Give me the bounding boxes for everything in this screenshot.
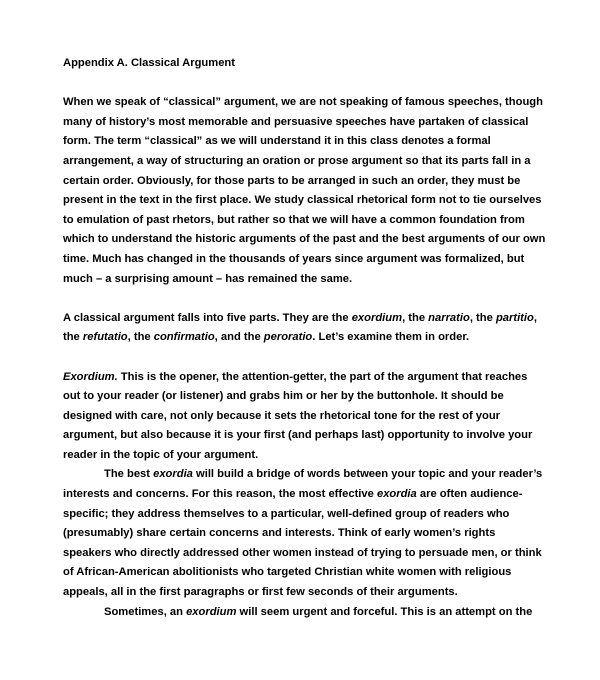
text-run: A classical argument falls into five parts. They are the	[63, 311, 352, 324]
text-line	[63, 387, 583, 407]
text-run: Sometimes, an	[104, 605, 187, 618]
text-run: ,	[533, 311, 537, 324]
text-run: much – a surprising amount – has remained the same.	[63, 272, 353, 285]
text-run: appeals, all in the first paragraphs or first few seconds of their arguments.	[63, 586, 458, 599]
italic-term: refutatio	[82, 331, 128, 344]
text-line	[63, 191, 583, 211]
text-run: out to your reader (or listener) and grabs him or her by the buttonhole. It should be	[63, 390, 504, 403]
text-line	[63, 230, 583, 250]
text-line	[63, 211, 583, 231]
text-line	[63, 426, 583, 446]
text-run: certain order. Obviously, for those parts to be arranged in such an order, they must be	[63, 174, 521, 187]
text-line	[63, 446, 583, 466]
text-run: reader in the topic of your argument.	[63, 448, 259, 461]
text-line	[63, 113, 583, 133]
text-run: form. The term “classical” as we will understand it in this class denotes a formal	[63, 135, 491, 148]
text-run: (presumably) share certain concerns and interests. Think of early women’s rights	[63, 527, 496, 540]
italic-term: confirmatio	[153, 331, 215, 344]
text-run: , the	[402, 311, 429, 324]
text-run: are often audience-	[416, 488, 523, 501]
text-run: . Let’s examine them in order.	[312, 331, 470, 344]
text-line	[63, 544, 583, 564]
italic-term: exordium	[351, 311, 403, 324]
document-page	[63, 54, 583, 622]
italic-term: narratio	[428, 311, 470, 324]
italic-term: peroratio	[263, 331, 313, 344]
text-run: , the	[127, 331, 154, 344]
text-line	[63, 368, 583, 388]
text-line	[63, 132, 583, 152]
text-run: present in the text in the first place. We study classical rhetorical form not to tie ourselves	[63, 194, 542, 207]
text-line	[63, 270, 583, 290]
text-run: of African-American abolitionists who targeted Christian white women with religious	[63, 566, 512, 579]
text-run: The best	[104, 468, 154, 481]
italic-term: Exordium.	[63, 370, 118, 383]
text-run: arrangement, a way of structuring an oration or prose argument so that its parts fall in a	[63, 154, 531, 167]
text-run: This is the opener, the attention-getter, the part of the argument that reaches	[117, 370, 528, 383]
text-run: interests and concerns. For this reason, the most effective	[63, 488, 377, 501]
text-run: will build a bridge of words between your topic and your reader’s	[192, 468, 543, 481]
blank-line	[63, 74, 583, 94]
text-line	[63, 152, 583, 172]
text-run: which to understand the historic arguments of the past and the best arguments of our own	[63, 233, 546, 246]
italic-term: partitio	[495, 311, 534, 324]
text-line	[63, 309, 583, 329]
text-run: designed with care, not only because it sets the rhetorical tone for the rest of your	[63, 409, 501, 422]
blank-line	[63, 348, 583, 368]
text-run: Appendix A. Classical Argument	[63, 57, 235, 69]
text-run: When we speak of “classical” argument, we are not speaking of famous speeches, though	[63, 96, 543, 109]
text-run: time. Much has changed in the thousands of years since argument was formalized, but	[63, 252, 525, 265]
text-line	[63, 583, 583, 603]
italic-term: exordia	[376, 488, 417, 501]
text-run: , the	[469, 311, 496, 324]
blank-line	[63, 289, 583, 309]
text-line	[63, 250, 583, 270]
text-run: speakers who directly addressed other women instead of trying to persuade men, or think	[63, 546, 542, 559]
text-run: to emulation of past rhetors, but rather so that we will have a common foundation from	[63, 213, 525, 226]
text-line	[63, 172, 583, 192]
text-line	[63, 465, 583, 485]
italic-term: exordia	[153, 468, 193, 481]
document-heading	[63, 54, 583, 74]
text-run: specific; they address themselves to a particular, well-defined group of readers who	[63, 507, 510, 520]
text-run: will seem urgent and forceful. This is an attempt on the	[236, 605, 533, 618]
italic-term: exordium	[186, 605, 237, 618]
text-line	[63, 505, 583, 525]
text-line	[63, 407, 583, 427]
text-line	[63, 485, 583, 505]
text-run: many of history’s most memorable and persuasive speeches have partaken of classical	[63, 115, 529, 128]
text-line	[63, 603, 583, 623]
text-line	[63, 524, 583, 544]
text-line	[63, 93, 583, 113]
text-run: argument, but also because it is your first (and perhaps last) opportunity to involve your	[63, 429, 533, 442]
text-run: , and the	[214, 331, 264, 344]
text-line	[63, 328, 583, 348]
text-run: the	[63, 331, 83, 344]
text-line	[63, 563, 583, 583]
